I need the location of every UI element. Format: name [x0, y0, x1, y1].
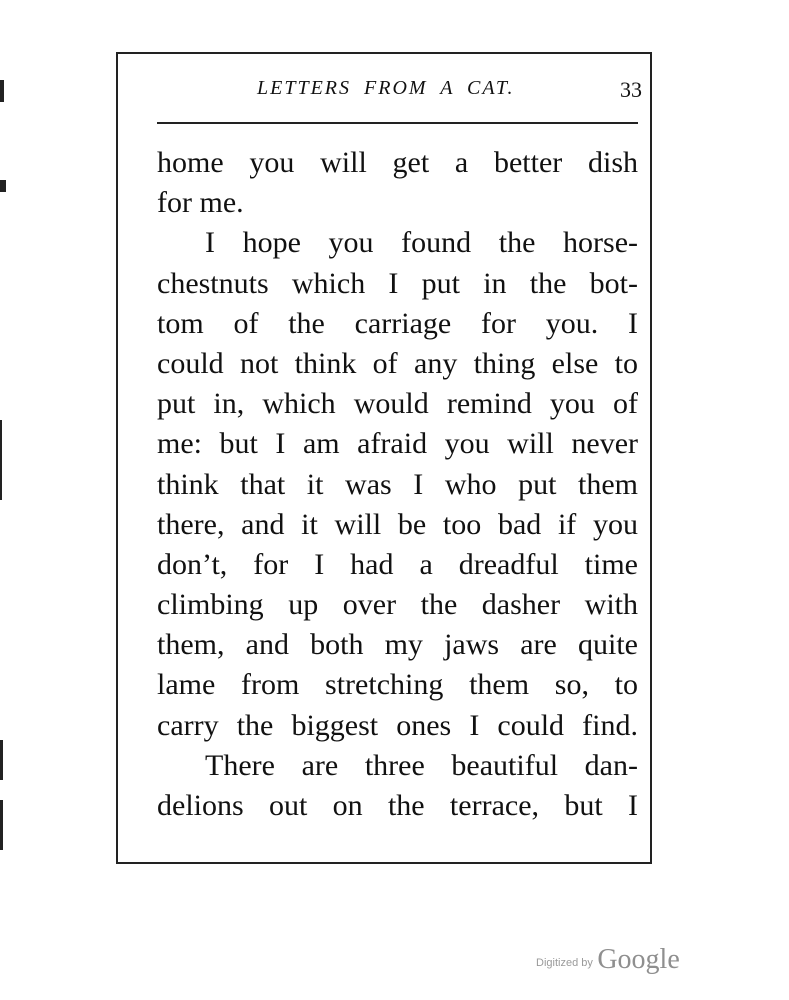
scan-speck — [0, 80, 4, 102]
text-line: there, and it will be too bad if you — [157, 507, 638, 541]
text-line: climbing up over the dasher with — [157, 588, 638, 622]
text-line: chestnuts which I put in the bot- — [157, 266, 638, 300]
scan-speck — [0, 180, 6, 192]
text-line: home you will get a better dish — [157, 146, 638, 179]
text-line: them, and both my jaws are quite — [157, 628, 638, 662]
scan-speck — [0, 740, 3, 780]
body-text — [157, 143, 638, 826]
running-head — [140, 73, 640, 107]
text-line: don’t, for I had a dreadful time — [157, 547, 638, 581]
digitized-watermark — [536, 944, 680, 976]
running-title: LETTERS FROM A CAT. — [257, 77, 515, 99]
scan-speck — [0, 420, 2, 500]
text-line: could not think of any thing else to — [157, 346, 638, 380]
text-line: think that it was I who put them — [157, 467, 638, 501]
page-number: 33 — [620, 77, 642, 102]
watermark-brand: Google — [597, 944, 680, 975]
text-line: put in, which would remind you of — [157, 387, 638, 421]
text-line: lame from stretching them so, to — [157, 668, 638, 702]
paragraph-start-line: There are three beautiful dan- — [205, 748, 638, 782]
text-line: me: but I am afraid you will never — [157, 427, 638, 461]
scan-speck — [0, 800, 3, 850]
text-line: for me. — [157, 186, 244, 220]
header-rule — [157, 122, 638, 124]
watermark-prefix: Digitized by — [536, 957, 593, 969]
paragraph-start-line: I hope you found the horse- — [205, 226, 638, 260]
text-line: carry the biggest ones I could find. — [157, 708, 638, 742]
text-line: tom of the carriage for you. I — [157, 306, 638, 340]
text-line: delions out on the terrace, but I — [157, 789, 638, 822]
